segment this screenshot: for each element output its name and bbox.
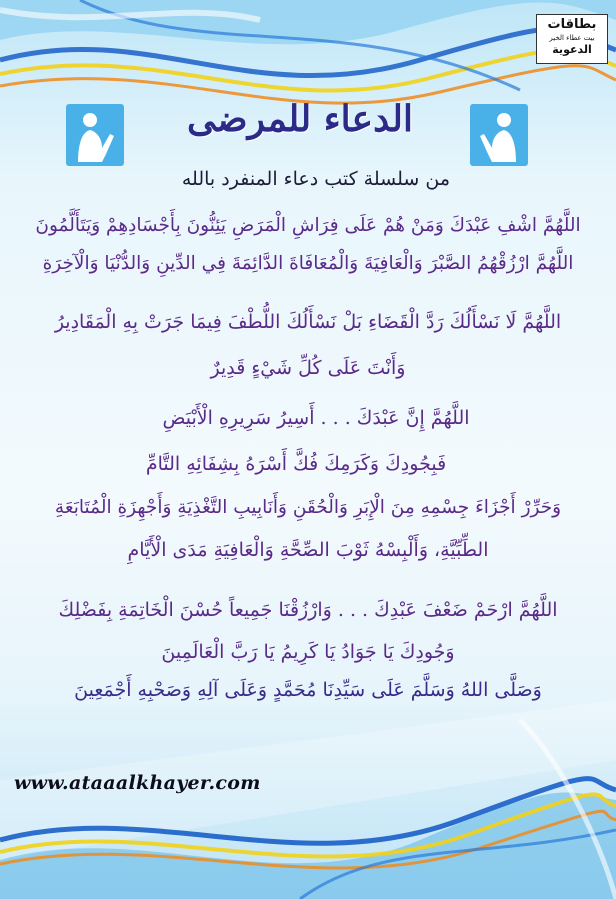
logo-tagline: الدعوية	[552, 43, 592, 56]
website-url: www.ataaalkhayer.com	[14, 772, 261, 794]
duaa-line: اللَّهُمَّ ارْحَمْ ضَعْفَ عَبْدِكَ . . . وَارْزُقْنَا جَمِيعاً حُسْنَ الْخَاتِمَةِ بِفَضْلِكَ	[58, 599, 558, 621]
duaa-line: اللَّهُمَّ اشْفِ عَبْدَكَ وَمَنْ هُمْ عَلَى فِرَاشِ الْمَرَضِ يَئِنُّونَ بِأَجْسَادِهِمْ وَيَتَأَلَّمُونَ	[35, 215, 581, 236]
duaa-line: اللَّهُمَّ ارْزُقْهُمُ الصَّبْرَ وَالْعَافِيَةَ وَالْمُعَافَاةَ الدَّائِمَةَ فِي الدِّينِ وَالدُّنْيَا وَالْآخِرَةِ	[42, 253, 574, 274]
duaa-line: اللَّهُمَّ لَا نَسْأَلُكَ رَدَّ الْقَضَاءِ بَلْ نَسْأَلُكَ اللُّطْفَ فِيمَا جَرَتْ بِهِ الْمَقَادِيرُ	[54, 311, 562, 333]
publisher-logo	[536, 14, 608, 64]
duaa-line: فَبِجُودِكَ وَكَرَمِكَ فُكَّ أَسْرَهُ بِشِفَائِهِ التَّامِّ	[145, 453, 447, 475]
duaa-line: وَأَنْتَ عَلَى كُلِّ شَيْءٍ قَدِيرٌ	[210, 357, 406, 379]
duaa-line: وَجُودِكَ يَا جَوَادُ يَا كَرِيمُ يَا رَبَّ الْعَالَمِينَ	[161, 641, 455, 663]
page-subtitle: من سلسلة كتب دعاء المنفرد بالله	[181, 168, 450, 190]
duaa-line: وَحَرِّرْ أَجْزَاءَ جِسْمِهِ مِنَ الْإِبَرِ وَالْحُقَنِ وَأَنَابِيبِ التَّغْذِيَةِ وَأَجْهِزَةِ الْمُتَابَعَةِ	[54, 497, 562, 518]
praying-man-icon	[66, 104, 124, 166]
duaa-closing-line: وَصَلَّى اللهُ وَسَلَّمَ عَلَى سَيِّدِنَا مُحَمَّدٍ وَعَلَى آلِهِ وَصَحْبِهِ أَجْمَعِينَ	[74, 679, 542, 701]
logo-subtitle: بيت عطاء الخير	[549, 34, 595, 42]
page-title: الدعاء للمرضى	[187, 98, 413, 140]
logo-title: بطاقات	[547, 17, 597, 32]
duaa-line: اللَّهُمَّ إِنَّ عَبْدَكَ . . . أَسِيرُ سَرِيرِهِ الْأَبْيَضِ	[162, 407, 470, 429]
duaa-line: الطِّبِّيَّةِ، وَأَلْبِسْهُ ثَوْبَ الصِّحَّةِ وَالْعَافِيَةِ مَدَى الْأَيَّامِ	[127, 539, 489, 561]
